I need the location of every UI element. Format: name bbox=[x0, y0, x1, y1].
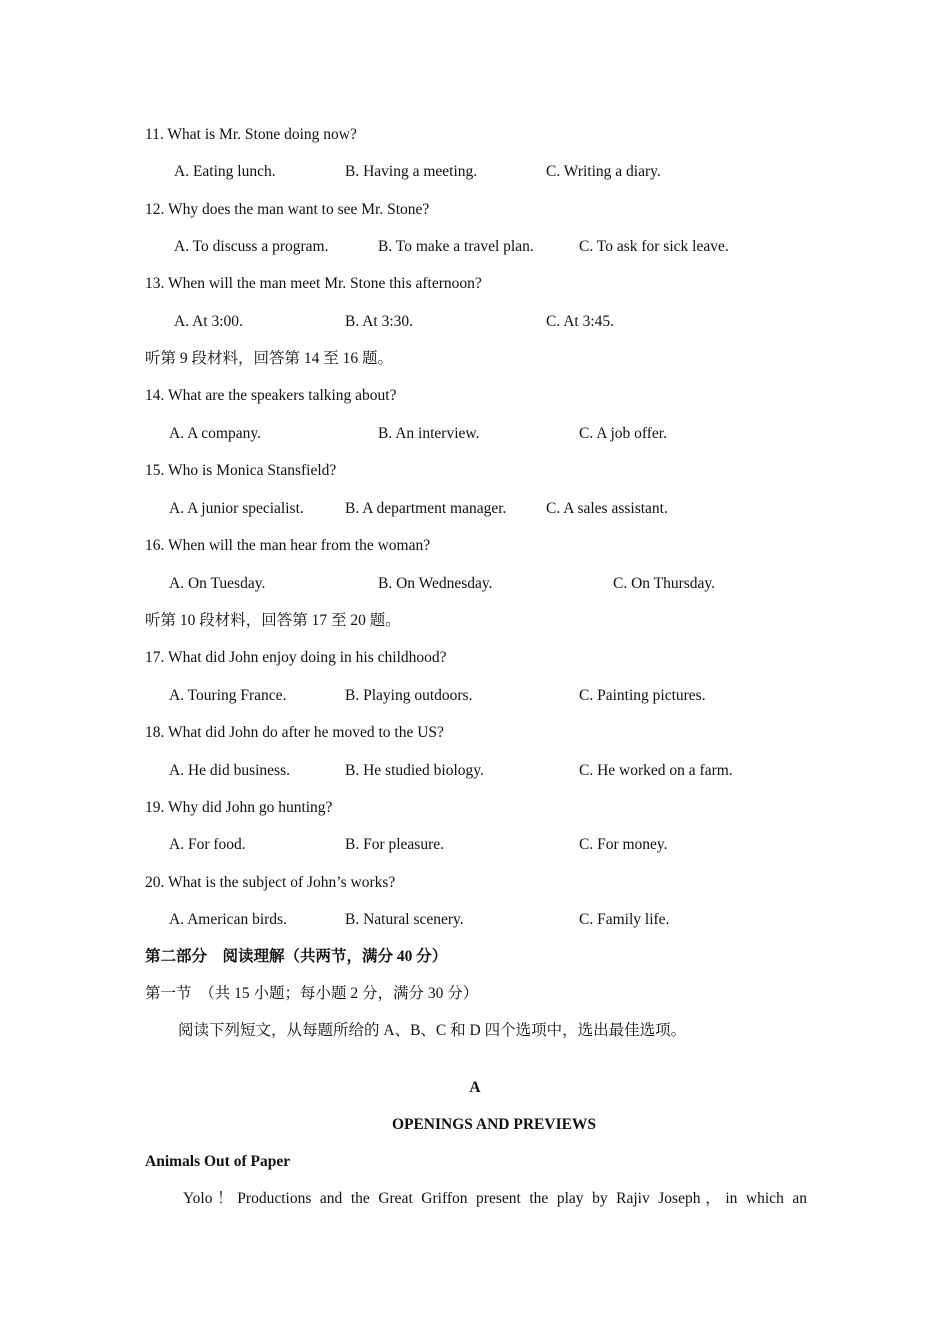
option-17-b: B. Playing outdoors. bbox=[345, 687, 473, 704]
option-14-b: B. An interview. bbox=[378, 425, 480, 442]
question-12: 12. Why does the man want to see Mr. Stone? bbox=[145, 201, 430, 218]
option-16-c: C. On Thursday. bbox=[613, 575, 716, 592]
option-16-b: B. On Wednesday. bbox=[378, 575, 493, 592]
option-12-b: B. To make a travel plan. bbox=[378, 238, 534, 255]
instruction-part-10: 听第 10 段材料，回答第 17 至 20 题。 bbox=[145, 612, 401, 629]
section-directions: 阅读下列短文，从每题所给的 A、B、C 和 D 四个选项中，选出最佳选项。 bbox=[178, 1022, 687, 1039]
option-13-a: A. At 3:00. bbox=[174, 313, 243, 330]
question-11: 11. What is Mr. Stone doing now? bbox=[145, 126, 357, 143]
option-11-c: C. Writing a diary. bbox=[546, 163, 661, 180]
option-19-c: C. For money. bbox=[579, 836, 668, 853]
option-12-a: A. To discuss a program. bbox=[174, 238, 329, 255]
question-17: 17. What did John enjoy doing in his childhood? bbox=[145, 649, 447, 666]
option-14-a: A. A company. bbox=[169, 425, 261, 442]
option-17-a: A. Touring France. bbox=[169, 687, 287, 704]
question-14: 14. What are the speakers talking about? bbox=[145, 387, 397, 404]
option-18-b: B. He studied biology. bbox=[345, 762, 484, 779]
passage-text: Yolo！Productions and the Great Griffon present the play by Rajiv Joseph，in which an bbox=[183, 1190, 807, 1207]
option-12-c: C. To ask for sick leave. bbox=[579, 238, 729, 255]
option-11-a: A. Eating lunch. bbox=[174, 163, 276, 180]
passage-title: OPENINGS AND PREVIEWS bbox=[391, 1116, 597, 1133]
question-20: 20. What is the subject of John’s works? bbox=[145, 874, 396, 891]
instruction-part-9: 听第 9 段材料，回答第 14 至 16 题。 bbox=[145, 350, 394, 367]
option-14-c: C. A job offer. bbox=[579, 425, 667, 442]
option-19-b: B. For pleasure. bbox=[345, 836, 445, 853]
question-13: 13. When will the man meet Mr. Stone this afternoon? bbox=[145, 275, 482, 292]
option-13-c: C. At 3:45. bbox=[546, 313, 615, 330]
option-15-b: B. A department manager. bbox=[345, 500, 507, 517]
option-19-a: A. For food. bbox=[169, 836, 246, 853]
option-17-c: C. Painting pictures. bbox=[579, 687, 706, 704]
option-20-a: A. American birds. bbox=[169, 911, 287, 928]
question-16: 16. When will the man hear from the woman? bbox=[145, 537, 431, 554]
question-19: 19. Why did John go hunting? bbox=[145, 799, 333, 816]
option-15-c: C. A sales assistant. bbox=[546, 500, 668, 517]
option-20-c: C. Family life. bbox=[579, 911, 670, 928]
option-18-c: C. He worked on a farm. bbox=[579, 762, 733, 779]
passage-subtitle: Animals Out of Paper bbox=[145, 1153, 291, 1170]
question-18: 18. What did John do after he moved to the US? bbox=[145, 724, 444, 741]
option-11-b: B. Having a meeting. bbox=[345, 163, 478, 180]
section-heading: 第二部分 阅读理解（共两节，满分 40 分） bbox=[145, 948, 448, 965]
option-15-a: A. A junior specialist. bbox=[169, 500, 304, 517]
question-15: 15. Who is Monica Stansfield? bbox=[145, 462, 337, 479]
option-20-b: B. Natural scenery. bbox=[345, 911, 464, 928]
section-subheading: 第一节 （共 15 小题；每小题 2 分，满分 30 分） bbox=[145, 985, 479, 1002]
option-18-a: A. He did business. bbox=[169, 762, 290, 779]
option-16-a: A. On Tuesday. bbox=[169, 575, 266, 592]
option-13-b: B. At 3:30. bbox=[345, 313, 414, 330]
passage-letter: A bbox=[469, 1079, 481, 1096]
